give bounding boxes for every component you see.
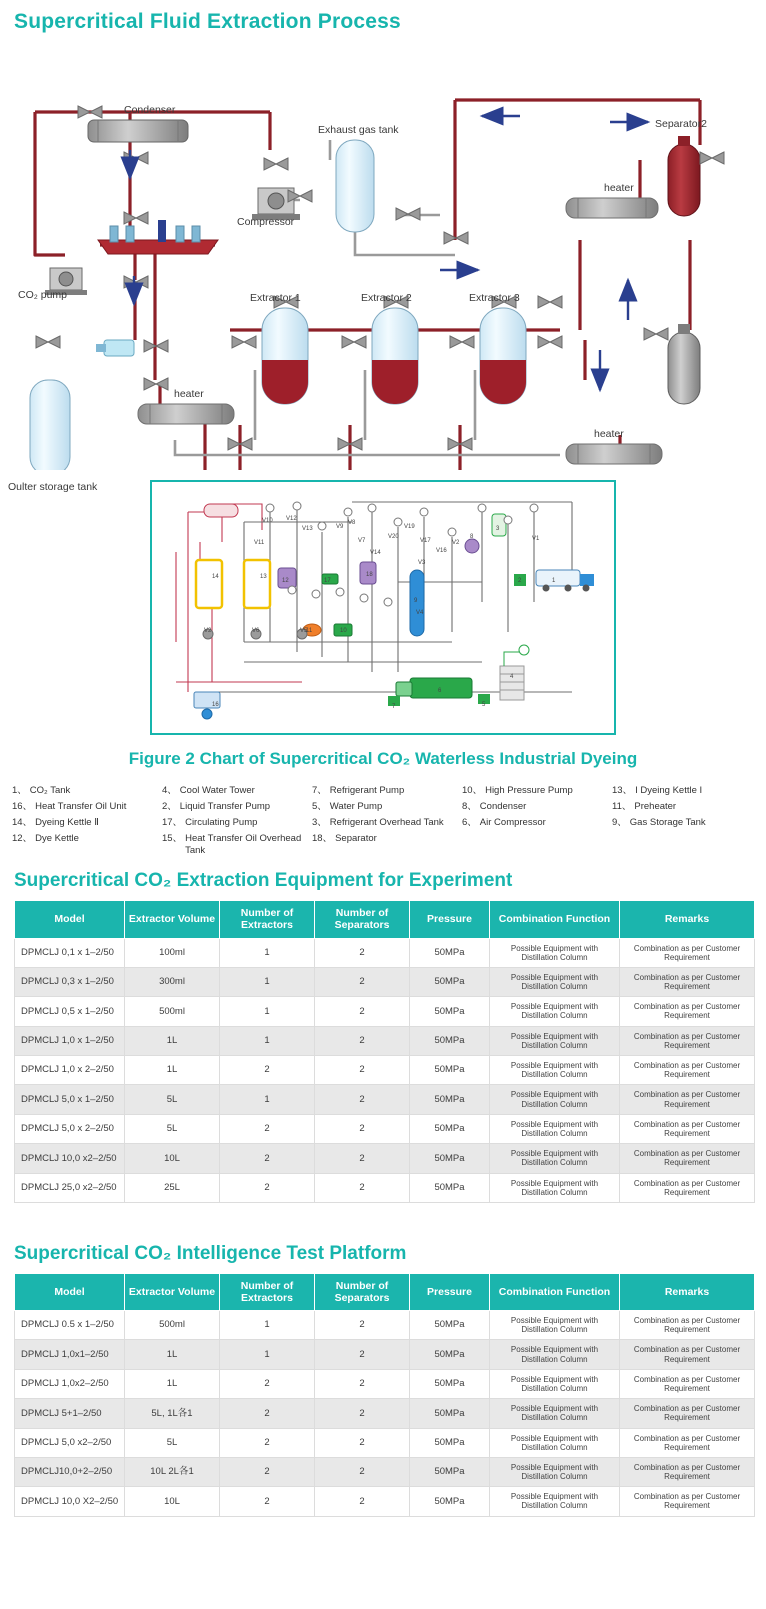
cell-volume: 1L: [125, 1056, 220, 1085]
svg-text:1: 1: [552, 578, 556, 584]
cell-extractors: 1: [220, 1026, 315, 1055]
cell-combination: Possible Equipment with Distillation Column: [490, 1144, 620, 1173]
cell-volume: 1L: [125, 1026, 220, 1055]
cell-extractors: 2: [220, 1428, 315, 1457]
label-extractor-3: Extractor 3: [469, 292, 520, 304]
cell-remarks: Combination as per Customer Requirement: [620, 1340, 755, 1369]
legend-number: 18、: [312, 832, 333, 844]
legend-number: 5、: [312, 800, 327, 812]
cell-separators: 2: [315, 1173, 410, 1202]
table-row: [15, 1487, 755, 1516]
cell-model: DPMCLJ 1,0 x 2–2/50: [15, 1056, 125, 1085]
svg-text:9: 9: [414, 598, 418, 604]
cell-remarks: Combination as per Customer Requirement: [620, 1026, 755, 1055]
svg-text:V7: V7: [358, 538, 366, 544]
cell-combination: Possible Equipment with Distillation Column: [490, 1399, 620, 1428]
cell-separators: 2: [315, 1369, 410, 1398]
extractor-3-icon: [480, 308, 526, 404]
cell-combination: Possible Equipment with Distillation Column: [490, 1085, 620, 1114]
legend-item: [462, 817, 604, 829]
label-extractor-2: Extractor 2: [361, 292, 412, 304]
svg-text:10: 10: [340, 628, 347, 634]
cell-extractors: 2: [220, 1056, 315, 1085]
cell-pressure: 50MPa: [410, 1428, 490, 1457]
cell-model: DPMCLJ 0,1 x 1–2/50: [15, 938, 125, 967]
cell-combination: Possible Equipment with Distillation Column: [490, 967, 620, 996]
legend-number: 13、: [612, 785, 633, 796]
cell-pressure: 50MPa: [410, 1056, 490, 1085]
table-header-row: [15, 1273, 755, 1310]
legend-item: [12, 801, 154, 813]
cell-volume: 25L: [125, 1173, 220, 1202]
label-heater-bottom: heater: [594, 428, 624, 440]
cell-remarks: Combination as per Customer Requirement: [620, 1173, 755, 1202]
legend-label: I Dyeing Kettle I: [635, 785, 703, 796]
cell-model: DPMCLJ 10,0 X2–2/50: [15, 1487, 125, 1516]
svg-text:V13: V13: [302, 526, 313, 532]
th-separators: Number of Separators: [315, 1273, 410, 1310]
legend-number: 1、: [12, 785, 27, 796]
cell-combination: Possible Equipment with Distillation Column: [490, 1457, 620, 1486]
cell-separators: 2: [315, 967, 410, 996]
table-row: [15, 1428, 755, 1457]
legend-number: 6、: [462, 816, 477, 828]
legend-item: [462, 785, 604, 797]
cell-model: DPMCLJ10,0+2–2/50: [15, 1457, 125, 1486]
cell-extractors: 1: [220, 1311, 315, 1340]
cell-model: DPMCLJ 1,0x1–2/50: [15, 1340, 125, 1369]
unit-3: [492, 514, 506, 536]
extractor-1-icon: [262, 308, 308, 404]
svg-text:V5: V5: [300, 628, 308, 634]
table-row: [15, 1311, 755, 1340]
svg-text:V3: V3: [418, 560, 426, 566]
svg-text:11: 11: [306, 628, 313, 634]
condenser-icon: [88, 120, 188, 142]
label-condenser: Condenser: [124, 104, 176, 116]
legend-label: Liquid Transfer Pump: [179, 800, 271, 812]
cell-model: DPMCLJ 5,0 x2–2/50: [15, 1428, 125, 1457]
cell-extractors: 2: [220, 1487, 315, 1516]
equipment-table: [14, 900, 755, 1203]
cell-pressure: 50MPa: [410, 1144, 490, 1173]
platform-section-title: Supercritical CO₂ Intelligence Test Platform: [14, 1242, 407, 1264]
legend-number: 8、: [462, 800, 477, 812]
equipment-section-title: Supercritical CO₂ Extraction Equipment for Experiment: [14, 870, 513, 892]
svg-text:V6: V6: [252, 628, 260, 634]
th-pressure: Pressure: [410, 1273, 490, 1310]
cell-pressure: 50MPa: [410, 1369, 490, 1398]
cell-combination: Possible Equipment with Distillation Column: [490, 1173, 620, 1202]
cell-remarks: Combination as per Customer Requirement: [620, 1399, 755, 1428]
cell-volume: 5L, 1L各1: [125, 1399, 220, 1428]
th-extractors: Number of Extractors: [220, 901, 315, 938]
platform-table: [14, 1273, 755, 1517]
legend-item: [12, 833, 154, 857]
cell-volume: 100ml: [125, 938, 220, 967]
exhaust-gas-tank-icon: [336, 140, 374, 232]
cell-model: DPMCLJ 10,0 x2–2/50: [15, 1144, 125, 1173]
cell-volume: 1L: [125, 1369, 220, 1398]
table-row: [15, 1056, 755, 1085]
cell-pressure: 50MPa: [410, 1457, 490, 1486]
table-row: [15, 1144, 755, 1173]
cell-pressure: 50MPa: [410, 1085, 490, 1114]
legend-label: Condenser: [479, 800, 527, 812]
th-model: Model: [15, 901, 125, 938]
cell-model: DPMCLJ 0.5 x 1–2/50: [15, 1311, 125, 1340]
svg-text:V2: V2: [452, 540, 460, 546]
outer-storage-tank-icon: [30, 380, 70, 470]
vessel-top: [204, 504, 238, 517]
legend-item: [312, 785, 454, 797]
cell-extractors: 1: [220, 997, 315, 1026]
cell-extractors: 1: [220, 1340, 315, 1369]
cell-model: DPMCLJ 0,5 x 1–2/50: [15, 997, 125, 1026]
cell-volume: 500ml: [125, 997, 220, 1026]
legend-item: [312, 833, 454, 857]
cell-model: DPMCLJ 5,0 x 1–2/50: [15, 1085, 125, 1114]
svg-text:7: 7: [392, 704, 396, 710]
svg-text:6: 6: [438, 688, 442, 694]
cell-combination: Possible Equipment with Distillation Column: [490, 1311, 620, 1340]
cell-extractors: 2: [220, 1173, 315, 1202]
svg-text:12: 12: [282, 578, 289, 584]
svg-text:V2: V2: [204, 628, 212, 634]
legend-label: Refrigerant Pump: [329, 785, 405, 796]
heater-left-icon: [138, 404, 234, 424]
label-co2-pump: CO₂ pump: [18, 289, 68, 301]
legend-item: [612, 817, 754, 829]
cell-volume: 500ml: [125, 1311, 220, 1340]
label-separator2: Separator2: [655, 118, 707, 130]
th-volume: Extractor Volume: [125, 1273, 220, 1310]
table-row: [15, 967, 755, 996]
legend-label: Heat Transfer Oil Unit: [35, 800, 127, 812]
cell-separators: 2: [315, 1114, 410, 1143]
cell-combination: Possible Equipment with Distillation Column: [490, 1114, 620, 1143]
table-row: [15, 1399, 755, 1428]
process-flow-diagram: [0, 40, 766, 493]
cell-combination: Possible Equipment with Distillation Column: [490, 1487, 620, 1516]
th-volume: Extractor Volume: [125, 901, 220, 938]
table-row: [15, 1026, 755, 1055]
co2-tank-truck-1: [536, 570, 594, 592]
cell-remarks: Combination as per Customer Requirement: [620, 1457, 755, 1486]
heater-top-right-icon: [566, 198, 658, 218]
legend-label: Preheater: [634, 800, 677, 812]
cell-pressure: 50MPa: [410, 1173, 490, 1202]
cell-extractors: 2: [220, 1369, 315, 1398]
cell-volume: 1L: [125, 1340, 220, 1369]
svg-text:14: 14: [212, 574, 219, 580]
figure2-caption: Figure 2 Chart of Supercritical CO₂ Waterless Industrial Dyeing: [128, 749, 638, 768]
legend-item: [312, 817, 454, 829]
cell-pressure: 50MPa: [410, 1311, 490, 1340]
label-compressor: Compressor: [237, 216, 295, 228]
legend-item: [312, 801, 454, 813]
legend-list: [0, 779, 766, 856]
cell-combination: Possible Equipment with Distillation Column: [490, 1428, 620, 1457]
table-row: [15, 1173, 755, 1202]
svg-text:V8: V8: [348, 520, 356, 526]
cell-combination: Possible Equipment with Distillation Column: [490, 1056, 620, 1085]
th-pressure: Pressure: [410, 901, 490, 938]
legend-item: [612, 801, 754, 813]
cell-separators: 2: [315, 1311, 410, 1340]
cell-model: DPMCLJ 1,0x2–2/50: [15, 1369, 125, 1398]
svg-text:4: 4: [510, 674, 514, 680]
label-heater-top: heater: [604, 182, 634, 194]
svg-text:V1: V1: [532, 536, 540, 542]
cell-extractors: 1: [220, 967, 315, 996]
table-row: [15, 1369, 755, 1398]
legend-item: [162, 833, 304, 857]
cell-separators: 2: [315, 997, 410, 1026]
svg-text:V4: V4: [416, 610, 424, 616]
legend-number: 7、: [312, 785, 327, 796]
cell-pressure: 50MPa: [410, 1399, 490, 1428]
label-exhaust-gas-tank: Exhaust gas tank: [318, 124, 399, 136]
th-separators: Number of Separators: [315, 901, 410, 938]
svg-text:8: 8: [470, 534, 474, 540]
cell-extractors: 2: [220, 1114, 315, 1143]
cell-model: DPMCLJ 25,0 x2–2/50: [15, 1173, 125, 1202]
legend-number: 17、: [162, 816, 183, 828]
cell-extractors: 1: [220, 1085, 315, 1114]
label-heater-left: heater: [174, 388, 204, 400]
cell-remarks: Combination as per Customer Requirement: [620, 997, 755, 1026]
label-outer-storage-tank: Oulter storage tank: [8, 481, 98, 493]
svg-text:17: 17: [324, 578, 331, 584]
cell-volume: 300ml: [125, 967, 220, 996]
unit-8: [465, 539, 479, 553]
cell-separators: 2: [315, 1340, 410, 1369]
cell-combination: Possible Equipment with Distillation Column: [490, 938, 620, 967]
cell-combination: Possible Equipment with Distillation Column: [490, 1340, 620, 1369]
th-model: Model: [15, 1273, 125, 1310]
legend-label: Gas Storage Tank: [629, 816, 706, 828]
legend-label: Cool Water Tower: [179, 785, 255, 796]
legend-label: Air Compressor: [479, 816, 546, 828]
svg-text:5: 5: [482, 702, 486, 708]
cell-remarks: Combination as per Customer Requirement: [620, 938, 755, 967]
svg-text:2: 2: [518, 578, 522, 584]
svg-text:V19: V19: [404, 524, 415, 530]
legend-label: Circulating Pump: [185, 816, 258, 828]
legend-item: [162, 801, 304, 813]
legend-label: Water Pump: [329, 800, 383, 812]
cell-volume: 5L: [125, 1114, 220, 1143]
cell-extractors: 2: [220, 1457, 315, 1486]
cell-separators: 2: [315, 1428, 410, 1457]
legend-number: 15、: [162, 832, 183, 844]
legend-number: 12、: [12, 832, 33, 844]
legend-number: 2、: [162, 800, 177, 812]
cell-pressure: 50MPa: [410, 1340, 490, 1369]
cell-separators: 2: [315, 1085, 410, 1114]
table-row: [15, 938, 755, 967]
cell-pressure: 50MPa: [410, 938, 490, 967]
svg-text:V9: V9: [336, 524, 344, 530]
legend-item: [12, 817, 154, 829]
cell-remarks: Combination as per Customer Requirement: [620, 1369, 755, 1398]
legend-label: Dye Kettle: [35, 832, 79, 844]
process-flow-svg: [0, 40, 766, 470]
cell-extractors: 2: [220, 1399, 315, 1428]
svg-text:V11: V11: [254, 540, 265, 546]
cell-volume: 10L: [125, 1487, 220, 1516]
legend-label: High Pressure Pump: [485, 785, 573, 796]
cell-remarks: Combination as per Customer Requirement: [620, 967, 755, 996]
legend-label: CO₂ Tank: [29, 785, 71, 796]
distributor-plate-icon: [98, 220, 218, 254]
svg-text:V14: V14: [370, 550, 381, 556]
extractor-2-icon: [372, 308, 418, 404]
cell-remarks: Combination as per Customer Requirement: [620, 1428, 755, 1457]
cell-combination: Possible Equipment with Distillation Column: [490, 997, 620, 1026]
cell-separators: 2: [315, 1144, 410, 1173]
th-extractors: Number of Extractors: [220, 1273, 315, 1310]
legend-number: 14、: [12, 816, 33, 828]
legend-number: 10、: [462, 785, 483, 796]
svg-text:3: 3: [496, 526, 500, 532]
label-extractor-1: Extractor 1: [250, 292, 301, 304]
cell-volume: 10L 2L各1: [125, 1457, 220, 1486]
cell-extractors: 1: [220, 938, 315, 967]
table-header-row: [15, 901, 755, 938]
cell-separators: 2: [315, 1457, 410, 1486]
svg-text:V17: V17: [420, 538, 431, 544]
cell-remarks: Combination as per Customer Requirement: [620, 1056, 755, 1085]
cell-remarks: Combination as per Customer Requirement: [620, 1311, 755, 1340]
legend-label: Separator: [335, 832, 377, 844]
legend-number: 16、: [12, 800, 33, 812]
legend-label: Refrigerant Overhead Tank: [329, 816, 444, 828]
cell-pressure: 50MPa: [410, 967, 490, 996]
flow-meter-icon: [96, 340, 134, 356]
cell-remarks: Combination as per Customer Requirement: [620, 1144, 755, 1173]
legend-item: [162, 817, 304, 829]
kettle-13: [244, 560, 270, 608]
legend-label: Dyeing Kettle Ⅱ: [35, 816, 99, 828]
legend-number: 9、: [612, 816, 627, 828]
page: [0, 10, 766, 1517]
cell-remarks: Combination as per Customer Requirement: [620, 1487, 755, 1516]
th-remarks: Remarks: [620, 901, 755, 938]
separator1-icon: [668, 324, 700, 404]
svg-text:V12: V12: [286, 516, 297, 522]
cell-separators: 2: [315, 1399, 410, 1428]
cell-extractors: 2: [220, 1144, 315, 1173]
cell-combination: Possible Equipment with Distillation Column: [490, 1369, 620, 1398]
cell-pressure: 50MPa: [410, 997, 490, 1026]
legend-number: 11、: [612, 800, 632, 812]
cell-model: DPMCLJ 1,0 x 1–2/50: [15, 1026, 125, 1055]
svg-text:V10: V10: [262, 518, 273, 524]
legend-number: 3、: [312, 816, 327, 828]
table-row: [15, 1085, 755, 1114]
cell-remarks: Combination as per Customer Requirement: [620, 1085, 755, 1114]
cell-combination: Possible Equipment with Distillation Column: [490, 1026, 620, 1055]
legend-number: 4、: [162, 785, 177, 796]
cell-pressure: 50MPa: [410, 1026, 490, 1055]
table-row: [15, 1340, 755, 1369]
cell-pressure: 50MPa: [410, 1114, 490, 1143]
svg-text:V16: V16: [436, 548, 447, 554]
th-combination: Combination Function: [490, 901, 620, 938]
page-title: Supercritical Fluid Extraction Process: [14, 10, 401, 33]
svg-text:V20: V20: [388, 534, 399, 540]
cell-model: DPMCLJ 0,3 x 1–2/50: [15, 967, 125, 996]
svg-text:18: 18: [366, 572, 373, 578]
cell-model: DPMCLJ 5+1–2/50: [15, 1399, 125, 1428]
dyeing-process-svg: [152, 482, 614, 733]
th-combination: Combination Function: [490, 1273, 620, 1310]
table-row: [15, 1457, 755, 1486]
cell-separators: 2: [315, 1026, 410, 1055]
cell-pressure: 50MPa: [410, 1487, 490, 1516]
legend-item: [612, 785, 754, 797]
kettle-14: [196, 560, 222, 608]
svg-text:16: 16: [212, 702, 219, 708]
table-row: [15, 997, 755, 1026]
cell-volume: 10L: [125, 1144, 220, 1173]
cell-separators: 2: [315, 1487, 410, 1516]
legend-item: [462, 801, 604, 813]
cell-volume: 5L: [125, 1085, 220, 1114]
svg-text:13: 13: [260, 574, 267, 580]
th-remarks: Remarks: [620, 1273, 755, 1310]
cell-separators: 2: [315, 938, 410, 967]
cell-volume: 5L: [125, 1428, 220, 1457]
legend-item: [162, 785, 304, 797]
table-row: [15, 1114, 755, 1143]
dyeing-diagram-wrap: [0, 480, 766, 735]
legend-label: Heat Transfer Oil Overhead Tank: [185, 832, 302, 856]
legend-item: [12, 785, 154, 797]
cell-model: DPMCLJ 5,0 x 2–2/50: [15, 1114, 125, 1143]
section-spacer: [0, 1213, 766, 1229]
heater-bottom-right-icon: [566, 444, 662, 464]
cell-remarks: Combination as per Customer Requirement: [620, 1114, 755, 1143]
cell-separators: 2: [315, 1056, 410, 1085]
dyeing-process-diagram: [150, 480, 616, 735]
separator2-icon: [668, 136, 700, 216]
